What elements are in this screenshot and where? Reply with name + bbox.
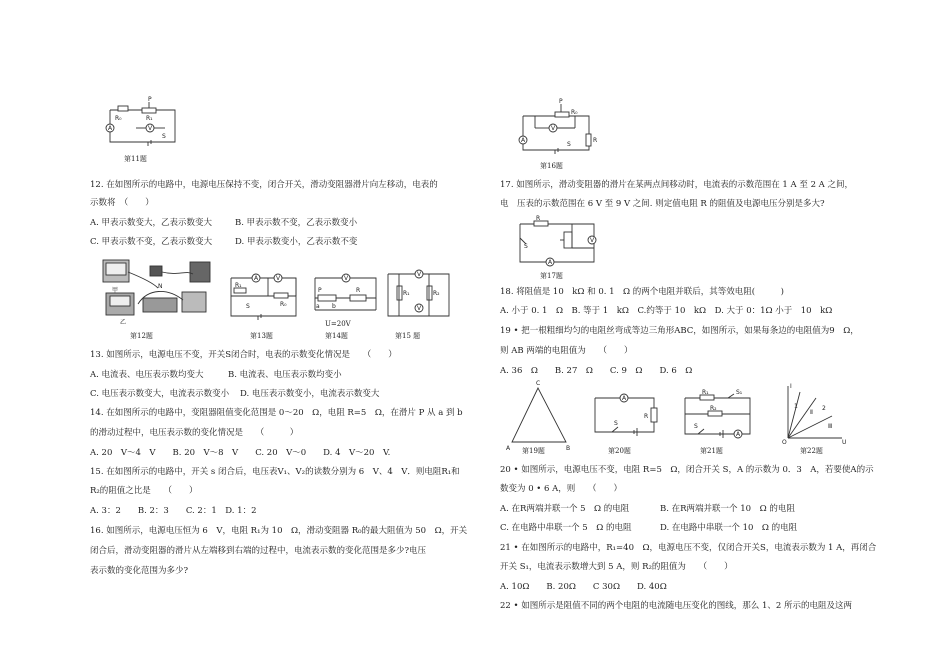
- question-14-line1: 14. 在如图所示的电路中，变阻器阻值变化范围是 0～20 Ω，电阻 R=5 Ω，在滑片 P 从 a 到 b: [90, 408, 463, 418]
- question-21-line2: 开关 S₁，电流表示数增大到 5 A，则 R₂的阻值为 （ ）: [500, 562, 733, 572]
- question-20-option-b: B. 在R两端并联一个 10 Ω 的电阻: [660, 504, 795, 514]
- svg-text:R₁: R₁: [146, 115, 153, 122]
- svg-text:V: V: [417, 305, 422, 312]
- figure-17-circuit: [512, 215, 602, 270]
- svg-text:R₂: R₂: [710, 405, 717, 412]
- figure-13-caption: 第13题: [250, 332, 273, 340]
- question-16-line1: 16. 如图所示，电源电压恒为 6 V，电阻 R₁为 10 Ω，滑动变阻器 R₀的最大阻值为 50 Ω，开关: [90, 526, 468, 536]
- svg-text:甲: 甲: [112, 287, 119, 294]
- svg-text:S: S: [614, 420, 618, 427]
- question-16-line2: 闭合后，滑动变阻器的滑片从左端移到右端的过程中，电流表示数的变化范围是多少?电压: [90, 546, 427, 556]
- svg-text:R₀: R₀: [280, 301, 287, 308]
- svg-text:S: S: [524, 243, 528, 250]
- svg-text:R₂: R₂: [433, 290, 440, 297]
- svg-text:B: B: [566, 445, 571, 452]
- figure-22-iu-graph: [782, 382, 848, 444]
- question-12-option-b: B. 甲表示数不变，乙表示数变小: [235, 218, 358, 228]
- question-19-line2: 则 AB 两端的电阻值为 （ ）: [500, 346, 633, 356]
- figure-14-circuit: [310, 270, 382, 322]
- question-13-line1: 13. 如图所示，电源电压不变，开关S闭合时，电表的示数变化情况是 （ ）: [90, 350, 397, 360]
- figure-15-caption: 第15 题: [395, 332, 421, 340]
- svg-text:R₁: R₁: [702, 389, 709, 396]
- question-12-option-a: A. 甲表示数变大，乙表示数变大: [90, 218, 213, 228]
- svg-text:A: A: [548, 259, 553, 266]
- svg-text:N: N: [158, 283, 163, 290]
- svg-text:A: A: [254, 275, 259, 282]
- question-20-line2: 数变为 0 • 6 A，则 （ ）: [500, 484, 623, 494]
- svg-text:R: R: [356, 287, 361, 294]
- figure-13-circuit: [226, 266, 304, 328]
- question-16-line3: 表示数的变化范围为多少?: [90, 566, 189, 576]
- svg-text:1: 1: [794, 403, 798, 410]
- svg-text:A: A: [521, 137, 526, 144]
- question-12-line1: 12. 在如图所示的电路中，电源电压保持不变，闭合开关，滑动变阻器滑片向左移动，电表的: [90, 180, 438, 190]
- question-22-line1: 22 • 如图所示是阻值不同的两个电阻的电流随电压变化的图线，那么 1、2 所示的电阻及这两: [500, 601, 852, 611]
- question-12-line2: 示数将 （ ）: [90, 198, 154, 208]
- svg-text:A: A: [506, 445, 511, 452]
- svg-text:2: 2: [822, 405, 826, 412]
- question-13-option-c: C. 电压表示数变大，电流表示数变小: [90, 389, 230, 399]
- figure-21-circuit: [680, 389, 756, 444]
- question-20-line1: 20 • 如图所示，电源电压不变，电阻 R=5 Ω，闭合开关 S，A 的示数为 0．3 A，若要使A的示: [500, 465, 874, 475]
- question-12-option-c: C. 甲表示数不变，乙表示数变大: [90, 237, 213, 247]
- question-17-line2: 电 压表的示数范围在 6 V 至 9 V 之间. 则定值电阻 R 的阻值及电源电压分别是多大?: [500, 199, 825, 209]
- question-14-line2: 的滑动过程中，电压表示数的变化情况是 （ ）: [90, 428, 299, 438]
- svg-text:R: R: [644, 413, 649, 420]
- question-19-options: A. 36 Ω B. 27 Ω C. 9 Ω D. 6 Ω: [500, 366, 693, 376]
- svg-text:V: V: [590, 237, 595, 244]
- question-13-option-d: D. 电压表示数变小，电流表示数变大: [240, 389, 380, 399]
- svg-text:S: S: [246, 303, 250, 310]
- figure-20-circuit: [590, 390, 662, 442]
- figure-12-apparatus: [98, 258, 218, 330]
- question-21-options: A. 10Ω B. 20Ω C 30Ω D. 40Ω: [500, 582, 667, 592]
- figure-17-caption: 第17题: [540, 272, 563, 280]
- svg-text:Ⅲ: Ⅲ: [828, 423, 833, 430]
- question-15-options: A. 3：2 B. 2：3 C. 2：1 D. 1：2: [90, 506, 257, 516]
- question-18-line1: 18. 将阻值是 10 kΩ 和 0. 1 Ω 的两个电阻并联后，其等效电阻( ): [500, 287, 784, 297]
- svg-text:R₁: R₁: [235, 282, 242, 289]
- question-17-line1: 17. 如图所示，滑动变阻器的滑片在某两点间移动时，电流表的示数范围在 1 A 至 2 A 之间，: [500, 180, 854, 190]
- question-20-option-d: D. 在电路中串联一个 10 Ω 的电阻: [660, 523, 798, 533]
- figure-12-caption: 第12题: [130, 332, 153, 340]
- svg-text:A: A: [736, 431, 741, 438]
- svg-text:C: C: [536, 380, 541, 387]
- question-20-option-c: C. 在电路中串联一个 5 Ω 的电阻: [500, 523, 632, 533]
- svg-text:U: U: [842, 439, 847, 446]
- svg-text:R: R: [593, 137, 598, 144]
- svg-text:A: A: [622, 395, 627, 402]
- question-18-options: A. 小于 0. 1 Ω B. 等于 1 kΩ C.约等于 10 kΩ D. 大于 0：1Ω 小于 10 kΩ: [500, 306, 833, 316]
- svg-text:S: S: [694, 423, 698, 430]
- svg-text:R: R: [536, 215, 541, 222]
- question-14-options: A. 20 V～4 V B. 20 V～8 V C. 20 V～0 D. 4 V～20 V.: [90, 448, 391, 458]
- figure-16-circuit: [515, 98, 598, 158]
- figure-22-caption: 第22题: [800, 447, 823, 455]
- svg-text:A: A: [108, 125, 113, 132]
- svg-text:V: V: [551, 125, 556, 132]
- figure-15-circuit: [383, 266, 455, 326]
- figure-14-caption: 第14题: [325, 332, 348, 340]
- figure-21-caption: 第21题: [700, 447, 723, 455]
- svg-text:V: V: [148, 125, 153, 132]
- svg-text:O: O: [782, 439, 787, 446]
- figure-20-caption: 第20题: [608, 447, 631, 455]
- svg-text:I: I: [790, 383, 792, 390]
- figure-14-voltage-label: U=20V: [325, 320, 351, 328]
- svg-text:a: a: [316, 303, 320, 310]
- figure-19-caption: 第19题: [522, 447, 545, 455]
- svg-text:R₁: R₁: [403, 290, 410, 297]
- question-13-option-b: B. 电流表、电压表示数均变小: [228, 370, 342, 380]
- question-13-option-a: A. 电流表、电压表示数均变大: [90, 370, 204, 380]
- svg-text:V: V: [417, 271, 422, 278]
- svg-text:S: S: [567, 141, 571, 148]
- question-19-line1: 19 • 把一根粗细均匀的电阻丝弯成等边三角形ABC，如图所示，如果每条边的电阻值为9 Ω，: [500, 326, 859, 336]
- svg-text:P: P: [559, 98, 563, 105]
- svg-text:R₀: R₀: [571, 109, 578, 116]
- svg-text:乙: 乙: [120, 319, 127, 326]
- svg-text:Ⅱ: Ⅱ: [810, 409, 813, 416]
- question-15-line2: R₂的阻值之比是 （ ）: [90, 486, 198, 496]
- question-20-option-a: A. 在R两端并联一个 5 Ω 的电阻: [500, 504, 630, 514]
- svg-text:V: V: [344, 275, 349, 282]
- figure-16-caption: 第16题: [540, 162, 563, 170]
- svg-text:S₁: S₁: [736, 389, 743, 396]
- svg-text:R₀: R₀: [115, 115, 122, 122]
- figure-11-circuit: [100, 96, 180, 155]
- figure-11-caption: 第11题: [124, 155, 147, 163]
- svg-text:V: V: [276, 275, 281, 282]
- figure-19-triangle: [506, 380, 576, 452]
- svg-text:P: P: [148, 96, 152, 103]
- question-21-line1: 21 • 在如图所示的电路中，R₁=40 Ω，电源电压不变，仅闭合开关S，电流表示数为 1 A，再闭合: [500, 543, 877, 553]
- svg-text:S: S: [162, 133, 166, 140]
- svg-text:P: P: [318, 287, 322, 294]
- question-12-option-d: D. 甲表示数变小，乙表示数不变: [235, 237, 358, 247]
- question-15-line1: 15. 在如图所示的电路中，开关 s 闭合后，电压表V₁、V₂的读数分别为 6 V、4 V．则电阻R₁和: [90, 467, 460, 477]
- svg-text:b: b: [332, 303, 336, 310]
